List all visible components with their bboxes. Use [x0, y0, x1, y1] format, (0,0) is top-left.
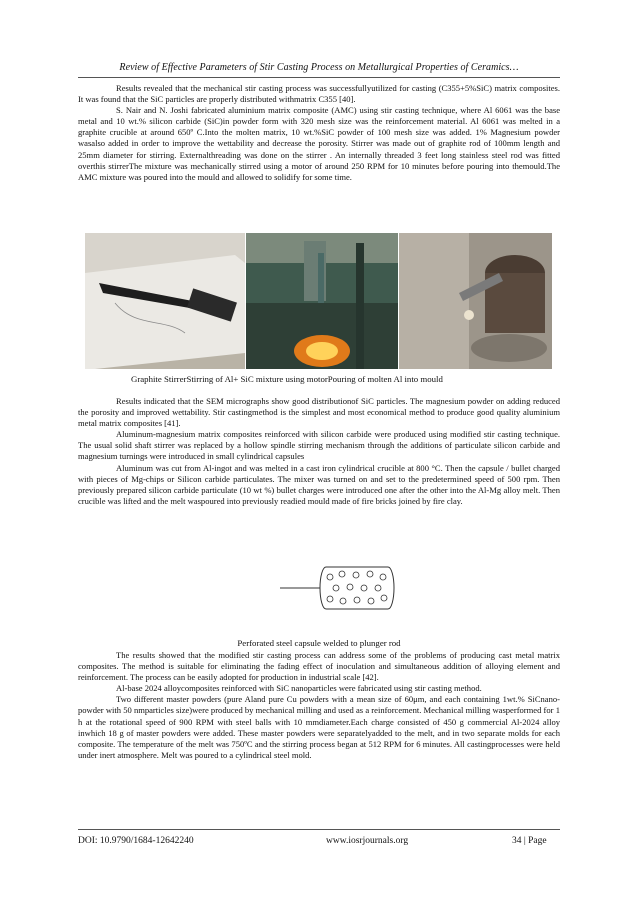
figure2-caption: Perforated steel capsule welded to plunger rod [237, 638, 401, 648]
body-text-bottom [78, 650, 560, 761]
paragraph: Aluminum was cut from Al-ingot and was melted in a cast iron cylindrical crucible at 800 °C. Then the capsule / bullet charged with pieces of Mg-chips or Silicon carbide particulates. The mixer was turned on and set to the predetermined speed of 500 rpm. Then previously prepared silicon carbide particulate (10 wt %) bullet charges were introduced one after the other into the Al-Mg alloy melt. Then crucible was lifted and the melt waspoured into previously readied mould made of fire bricks joined by fire clay. [78, 462, 560, 506]
footer-doi: DOI: 10.9790/1684-12642240 [78, 836, 194, 846]
body-text-middle [78, 396, 560, 507]
footer-rule [78, 829, 560, 830]
paragraph: S. Nair and N. Joshi fabricated aluminium matrix composite (AMC) using stir casting technique, where Al 6061 was the base metal and 10 wt.% silicon carbide (SiC)in powder form with 320 mesh size was the reinforcement material. Al 6061 was melted in a graphite crucible at around 650º C.Into the molten matrix, 10 wt.%SiC powder of 100 mesh size was added. 1% Magnesium powder wasalso added in order to improve the wettability and decrease the porosity. Stirrer was made out of graphite rod of 100mm length and 25mm diameter for stirring. Externalthreading was done on the stirrer . An internally threaded 3 feet long stainless steel rod was fitted overthis stirrerThe mixture was mechanically stirred using a motor of around 250 RPM for 10 minutes before pouring into themould.The AMC mixture was poured into the mould and allowed to solidify for some time. [78, 105, 560, 182]
paragraph: Results revealed that the mechanical stir casting process was successfullyutilized for casting (C355+5%SiC) matrix composites. It was found that the SiC particles are properly distributed withmatrix C355 [40]. [78, 83, 560, 105]
motor-stirring-photo [246, 233, 398, 369]
paragraph: Results indicated that the SEM micrographs show good distributionof SiC particles. The magnesium powder on adding reduced the porosity and improved wettability. Stir castingmethod is the simplest and most economical method to produce good quality aluminium metal matrix composites [41]. [78, 396, 560, 429]
graphite-stirrer-photo [85, 233, 245, 369]
footer-website: www.iosrjournals.org [326, 836, 409, 846]
molten-pouring-photo [399, 233, 552, 369]
running-header: Review of Effective Parameters of Stir Casting Process on Metallurgical Properties of Ceramics… [119, 62, 519, 73]
perforated-capsule-diagram [280, 563, 400, 613]
paragraph: Two different master powders (pure Aland pure Cu powders with a mean size of 60μm, and each containing 1wt.% SiCnano-powder with 50 nmparticles size)were produced by mechanical milling and used as a reinforcement. Mechanical milling wasperformed for 1 h at the rotational speed of 900 RPM with steel balls with 10 mmdiameter.Each charge consisted of 450 g commercial Al-2024 alloy inwhich 18 g of master powders were added. These master powders were separatelyadded to the melt, and in two separate molds for each composite. The temperature of the melt was 750ºC and the stirring process began at 512 RPM for 6 minutes. All castingprocesses were held under inert atmosphere. Melt was poured to a cylindrical steel mold. [78, 694, 560, 760]
figure-stir-casting-photos [85, 233, 552, 369]
footer-page-number: 34 | Page [512, 836, 547, 846]
figure1-caption: Graphite StirrerStirring of Al+ SiC mixture using motorPouring of molten Al into mould [131, 374, 443, 384]
header-rule [78, 77, 560, 78]
paragraph: Al-base 2024 alloycomposites reinforced with SiC nanoparticles were fabricated using stir casting method. [116, 683, 482, 694]
paragraph: Aluminum-magnesium matrix composites reinforced with silicon carbide were produced using modified stir casting technique. The usual solid shaft stirrer was replaced by a hollow spindle stirring mechanism through the additions of particulate silicon carbide and magnesium turnings were introduced in small cylindrical capsules [78, 429, 560, 462]
paragraph: The results showed that the modified stir casting process can address some of the problems of producing cast metal matrix composites. The method is suitable for eliminating the fading effect of inoculation and simultaneous addition of alloying element and reinforcement. The process can be easily adopted for production in industrial scale [42]. [78, 650, 560, 683]
body-text-top [78, 83, 560, 183]
